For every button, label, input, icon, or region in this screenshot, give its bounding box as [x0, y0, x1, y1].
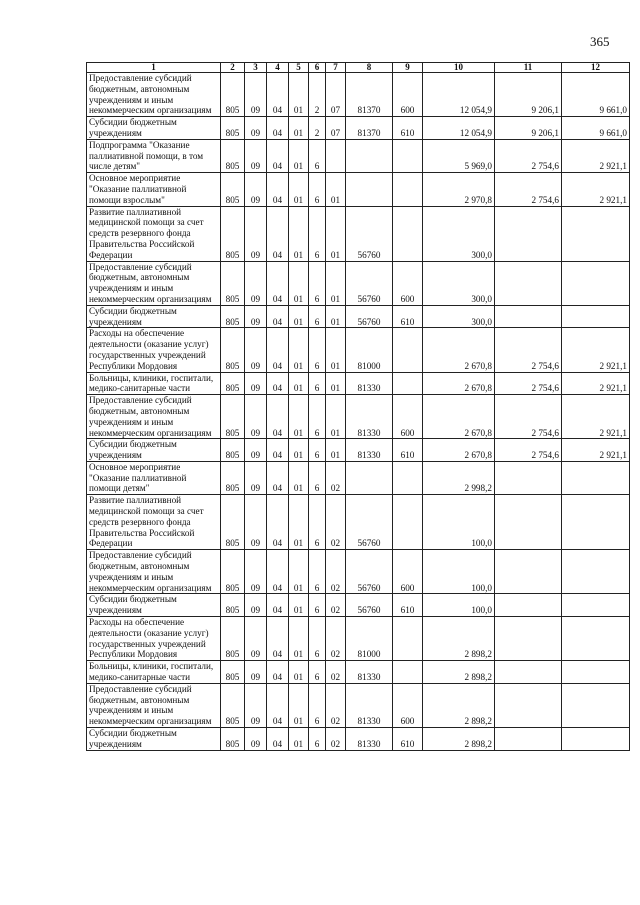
- table-row: [87, 617, 630, 661]
- code-cell: 6: [309, 728, 326, 751]
- code-cell: 01: [326, 206, 346, 261]
- code-cell: 09: [245, 328, 267, 372]
- code-cell: 04: [267, 661, 289, 684]
- code-cell: 01: [289, 683, 309, 727]
- code-cell: 09: [245, 461, 267, 494]
- code-cell: 04: [267, 173, 289, 206]
- amount-cell: [495, 683, 562, 727]
- code-cell: 04: [267, 328, 289, 372]
- code-cell: 04: [267, 617, 289, 661]
- row-name-cell: Предоставление субсидий бюджетным, автономным учреждениям и иным некоммерческим организациям: [87, 395, 221, 439]
- code-cell: 805: [221, 395, 245, 439]
- code-cell: 600: [393, 395, 423, 439]
- code-cell: 01: [289, 261, 309, 305]
- amount-cell: 2 970,8: [423, 173, 495, 206]
- code-cell: 09: [245, 683, 267, 727]
- code-cell: 81370: [346, 73, 393, 117]
- amount-cell: 300,0: [423, 206, 495, 261]
- amount-cell: 100,0: [423, 495, 495, 550]
- row-name-cell: Предоставление субсидий бюджетным, автономным учреждениям и иным некоммерческим организациям: [87, 683, 221, 727]
- code-cell: 09: [245, 728, 267, 751]
- code-cell: 09: [245, 594, 267, 617]
- amount-cell: 2 754,6: [495, 173, 562, 206]
- code-cell: 805: [221, 495, 245, 550]
- code-cell: 2: [309, 117, 326, 140]
- code-cell: 81330: [346, 728, 393, 751]
- code-cell: 805: [221, 617, 245, 661]
- amount-cell: [562, 728, 630, 751]
- code-cell: 805: [221, 683, 245, 727]
- row-name-cell: Больницы, клиники, госпитали, медико-санитарные части: [87, 372, 221, 395]
- table-row: [87, 261, 630, 305]
- code-cell: 01: [289, 495, 309, 550]
- code-cell: 09: [245, 117, 267, 140]
- code-cell: 09: [245, 261, 267, 305]
- row-name-cell: Развитие паллиативной медицинской помощи за счет средств резервного фонда Правительства Российской Федерации: [87, 495, 221, 550]
- code-cell: 805: [221, 173, 245, 206]
- code-cell: 805: [221, 661, 245, 684]
- amount-cell: [495, 661, 562, 684]
- code-cell: 09: [245, 372, 267, 395]
- amount-cell: [562, 495, 630, 550]
- code-cell: 81330: [346, 395, 393, 439]
- amount-cell: 2 998,2: [423, 461, 495, 494]
- amount-cell: [562, 661, 630, 684]
- code-cell: 02: [326, 728, 346, 751]
- code-cell: 6: [309, 395, 326, 439]
- amount-cell: 2 921,1: [562, 328, 630, 372]
- table-row: [87, 372, 630, 395]
- table-row: [87, 395, 630, 439]
- amount-cell: 2 898,2: [423, 661, 495, 684]
- amount-cell: 300,0: [423, 261, 495, 305]
- header-cell: 2: [221, 63, 245, 73]
- code-cell: 02: [326, 550, 346, 594]
- amount-cell: [562, 550, 630, 594]
- code-cell: 04: [267, 594, 289, 617]
- amount-cell: [495, 550, 562, 594]
- amount-cell: 5 969,0: [423, 139, 495, 172]
- amount-cell: 2 670,8: [423, 372, 495, 395]
- code-cell: [393, 495, 423, 550]
- code-cell: 01: [289, 372, 309, 395]
- code-cell: 6: [309, 139, 326, 172]
- code-cell: 01: [289, 461, 309, 494]
- code-cell: 6: [309, 305, 326, 328]
- amount-cell: [495, 261, 562, 305]
- amount-cell: 9 661,0: [562, 117, 630, 140]
- code-cell: 02: [326, 661, 346, 684]
- code-cell: 6: [309, 328, 326, 372]
- code-cell: 07: [326, 117, 346, 140]
- amount-cell: 2 670,8: [423, 328, 495, 372]
- header-cell: 12: [562, 63, 630, 73]
- code-cell: [346, 139, 393, 172]
- amount-cell: 12 054,9: [423, 73, 495, 117]
- amount-cell: 2 754,6: [495, 328, 562, 372]
- code-cell: 805: [221, 117, 245, 140]
- amount-cell: [495, 305, 562, 328]
- code-cell: 04: [267, 117, 289, 140]
- code-cell: 04: [267, 206, 289, 261]
- code-cell: 01: [326, 395, 346, 439]
- code-cell: 56760: [346, 594, 393, 617]
- amount-cell: 9 661,0: [562, 73, 630, 117]
- code-cell: [326, 139, 346, 172]
- code-cell: 09: [245, 139, 267, 172]
- code-cell: 6: [309, 683, 326, 727]
- code-cell: 02: [326, 617, 346, 661]
- row-name-cell: Субсидии бюджетным учреждениям: [87, 305, 221, 328]
- code-cell: [393, 372, 423, 395]
- table-row: [87, 328, 630, 372]
- code-cell: 610: [393, 594, 423, 617]
- code-cell: 01: [289, 617, 309, 661]
- table-row: [87, 206, 630, 261]
- row-name-cell: Субсидии бюджетным учреждениям: [87, 594, 221, 617]
- code-cell: 01: [326, 439, 346, 462]
- code-cell: 600: [393, 73, 423, 117]
- code-cell: 01: [326, 173, 346, 206]
- header-cell: 1: [87, 63, 221, 73]
- code-cell: 805: [221, 728, 245, 751]
- code-cell: 01: [289, 206, 309, 261]
- code-cell: 56760: [346, 550, 393, 594]
- table-row: [87, 594, 630, 617]
- code-cell: 6: [309, 439, 326, 462]
- table-row: [87, 305, 630, 328]
- row-name-cell: Больницы, клиники, госпитали, медико-санитарные части: [87, 661, 221, 684]
- header-cell: 6: [309, 63, 326, 73]
- code-cell: 805: [221, 372, 245, 395]
- code-cell: 600: [393, 683, 423, 727]
- amount-cell: 2 921,1: [562, 372, 630, 395]
- header-cell: 11: [495, 63, 562, 73]
- code-cell: 81000: [346, 617, 393, 661]
- row-name-cell: Предоставление субсидий бюджетным, автономным учреждениям и иным некоммерческим организациям: [87, 550, 221, 594]
- code-cell: 09: [245, 661, 267, 684]
- code-cell: 01: [289, 305, 309, 328]
- header-row: [87, 63, 630, 73]
- code-cell: 01: [289, 73, 309, 117]
- code-cell: 01: [326, 372, 346, 395]
- table-row: [87, 728, 630, 751]
- code-cell: 01: [326, 261, 346, 305]
- code-cell: 01: [289, 550, 309, 594]
- amount-cell: 2 898,2: [423, 683, 495, 727]
- code-cell: 805: [221, 550, 245, 594]
- code-cell: [393, 661, 423, 684]
- table-row: [87, 173, 630, 206]
- code-cell: 04: [267, 495, 289, 550]
- code-cell: 04: [267, 683, 289, 727]
- amount-cell: 2 898,2: [423, 617, 495, 661]
- amount-cell: 2 754,6: [495, 139, 562, 172]
- code-cell: [346, 461, 393, 494]
- code-cell: 6: [309, 206, 326, 261]
- amount-cell: 2 670,8: [423, 439, 495, 462]
- code-cell: 04: [267, 305, 289, 328]
- code-cell: 09: [245, 617, 267, 661]
- code-cell: 02: [326, 594, 346, 617]
- code-cell: 04: [267, 461, 289, 494]
- amount-cell: 2 754,6: [495, 395, 562, 439]
- code-cell: 01: [326, 305, 346, 328]
- code-cell: 56760: [346, 495, 393, 550]
- header-cell: 9: [393, 63, 423, 73]
- amount-cell: [495, 728, 562, 751]
- code-cell: 01: [289, 173, 309, 206]
- code-cell: 01: [289, 328, 309, 372]
- code-cell: 09: [245, 495, 267, 550]
- code-cell: 56760: [346, 305, 393, 328]
- row-name-cell: Субсидии бюджетным учреждениям: [87, 439, 221, 462]
- code-cell: 01: [326, 328, 346, 372]
- code-cell: 6: [309, 173, 326, 206]
- table-row: [87, 117, 630, 140]
- amount-cell: [562, 683, 630, 727]
- code-cell: 81370: [346, 117, 393, 140]
- code-cell: 805: [221, 139, 245, 172]
- amount-cell: [495, 617, 562, 661]
- code-cell: 600: [393, 550, 423, 594]
- code-cell: 09: [245, 305, 267, 328]
- amount-cell: [562, 617, 630, 661]
- code-cell: 01: [289, 594, 309, 617]
- amount-cell: 2 921,1: [562, 395, 630, 439]
- code-cell: 09: [245, 173, 267, 206]
- code-cell: 04: [267, 372, 289, 395]
- amount-cell: 9 206,1: [495, 117, 562, 140]
- code-cell: [393, 173, 423, 206]
- amount-cell: [495, 495, 562, 550]
- amount-cell: 2 670,8: [423, 395, 495, 439]
- code-cell: 805: [221, 328, 245, 372]
- code-cell: 01: [289, 117, 309, 140]
- code-cell: 6: [309, 594, 326, 617]
- code-cell: [393, 206, 423, 261]
- code-cell: 01: [289, 728, 309, 751]
- amount-cell: 2 921,1: [562, 139, 630, 172]
- amount-cell: [562, 461, 630, 494]
- row-name-cell: Основное мероприятие "Оказание паллиативной помощи взрослым": [87, 173, 221, 206]
- code-cell: 04: [267, 550, 289, 594]
- amount-cell: 300,0: [423, 305, 495, 328]
- table-row: [87, 439, 630, 462]
- code-cell: 09: [245, 439, 267, 462]
- code-cell: 01: [289, 139, 309, 172]
- code-cell: 09: [245, 206, 267, 261]
- amount-cell: 2 921,1: [562, 439, 630, 462]
- row-name-cell: Субсидии бюджетным учреждениям: [87, 117, 221, 140]
- code-cell: [393, 139, 423, 172]
- code-cell: 81330: [346, 439, 393, 462]
- code-cell: 805: [221, 73, 245, 117]
- code-cell: 02: [326, 495, 346, 550]
- code-cell: 2: [309, 73, 326, 117]
- header-cell: 10: [423, 63, 495, 73]
- code-cell: 56760: [346, 206, 393, 261]
- amount-cell: [562, 261, 630, 305]
- row-name-cell: Расходы на обеспечение деятельности (оказание услуг) государственных учреждений Республики Мордовия: [87, 328, 221, 372]
- amount-cell: 100,0: [423, 550, 495, 594]
- code-cell: 81330: [346, 372, 393, 395]
- code-cell: 04: [267, 439, 289, 462]
- header-cell: 5: [289, 63, 309, 73]
- code-cell: 04: [267, 261, 289, 305]
- row-name-cell: Предоставление субсидий бюджетным, автономным учреждениям и иным некоммерческим организациям: [87, 73, 221, 117]
- code-cell: 81330: [346, 683, 393, 727]
- code-cell: [393, 328, 423, 372]
- code-cell: 6: [309, 372, 326, 395]
- header-cell: 4: [267, 63, 289, 73]
- header-cell: 8: [346, 63, 393, 73]
- code-cell: [393, 617, 423, 661]
- amount-cell: 2 754,6: [495, 372, 562, 395]
- code-cell: [346, 173, 393, 206]
- code-cell: 04: [267, 139, 289, 172]
- code-cell: 04: [267, 728, 289, 751]
- code-cell: 610: [393, 728, 423, 751]
- code-cell: 610: [393, 117, 423, 140]
- amount-cell: 2 898,2: [423, 728, 495, 751]
- code-cell: 04: [267, 395, 289, 439]
- code-cell: 01: [289, 395, 309, 439]
- code-cell: 09: [245, 550, 267, 594]
- code-cell: 610: [393, 439, 423, 462]
- code-cell: 805: [221, 594, 245, 617]
- table-row: [87, 73, 630, 117]
- row-name-cell: Подпрограмма "Оказание паллиативной помощи, в том числе детям": [87, 139, 221, 172]
- code-cell: 805: [221, 206, 245, 261]
- code-cell: [393, 461, 423, 494]
- budget-table: [86, 62, 630, 751]
- code-cell: 6: [309, 495, 326, 550]
- code-cell: 6: [309, 550, 326, 594]
- amount-cell: [562, 305, 630, 328]
- amount-cell: 2 921,1: [562, 173, 630, 206]
- amount-cell: 2 754,6: [495, 439, 562, 462]
- amount-cell: 12 054,9: [423, 117, 495, 140]
- row-name-cell: Субсидии бюджетным учреждениям: [87, 728, 221, 751]
- table-row: [87, 550, 630, 594]
- amount-cell: [562, 206, 630, 261]
- row-name-cell: Развитие паллиативной медицинской помощи за счет средств резервного фонда Правительства Российской Федерации: [87, 206, 221, 261]
- code-cell: 09: [245, 73, 267, 117]
- code-cell: 81330: [346, 661, 393, 684]
- code-cell: 610: [393, 305, 423, 328]
- amount-cell: [495, 594, 562, 617]
- code-cell: 01: [289, 439, 309, 462]
- header-cell: 7: [326, 63, 346, 73]
- header-cell: 3: [245, 63, 267, 73]
- code-cell: 01: [289, 661, 309, 684]
- amount-cell: [495, 461, 562, 494]
- amount-cell: 100,0: [423, 594, 495, 617]
- code-cell: 02: [326, 461, 346, 494]
- code-cell: 81000: [346, 328, 393, 372]
- code-cell: 805: [221, 439, 245, 462]
- code-cell: 805: [221, 261, 245, 305]
- row-name-cell: Расходы на обеспечение деятельности (оказание услуг) государственных учреждений Республики Мордовия: [87, 617, 221, 661]
- code-cell: 56760: [346, 261, 393, 305]
- code-cell: 09: [245, 395, 267, 439]
- amount-cell: 9 206,1: [495, 73, 562, 117]
- code-cell: 04: [267, 73, 289, 117]
- code-cell: 6: [309, 261, 326, 305]
- row-name-cell: Основное мероприятие "Оказание паллиативной помощи детям": [87, 461, 221, 494]
- code-cell: 6: [309, 661, 326, 684]
- row-name-cell: Предоставление субсидий бюджетным, автономным учреждениям и иным некоммерческим организациям: [87, 261, 221, 305]
- code-cell: 6: [309, 617, 326, 661]
- amount-cell: [562, 594, 630, 617]
- table-row: [87, 661, 630, 684]
- code-cell: 805: [221, 461, 245, 494]
- code-cell: 07: [326, 73, 346, 117]
- amount-cell: [495, 206, 562, 261]
- page-number: 365: [590, 34, 610, 49]
- table-row: [87, 683, 630, 727]
- code-cell: 600: [393, 261, 423, 305]
- table-row: [87, 139, 630, 172]
- code-cell: 02: [326, 683, 346, 727]
- table-row: [87, 495, 630, 550]
- table-row: [87, 461, 630, 494]
- code-cell: 6: [309, 461, 326, 494]
- code-cell: 805: [221, 305, 245, 328]
